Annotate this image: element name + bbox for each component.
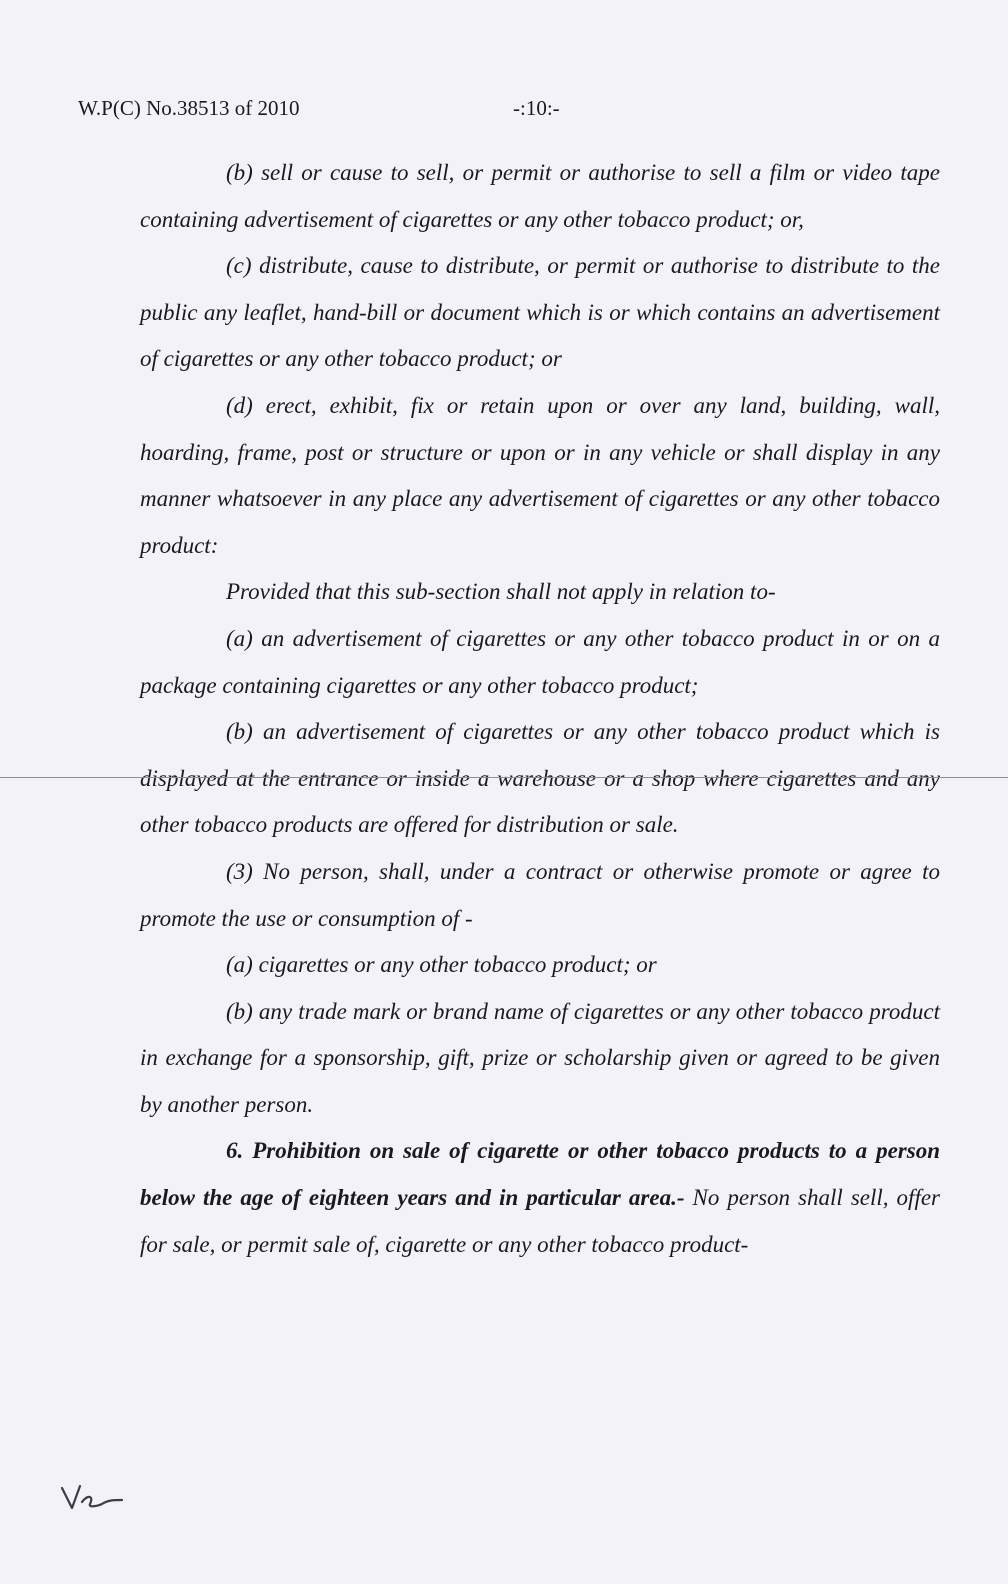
subsection-3-clause-a: (a) cigarettes or any other tobacco product; or bbox=[226, 952, 657, 978]
section-6-heading: 6. Prohibition on sale of cigarette or other tobacco products to a person below the age of eighteen years and in particular area.- bbox=[140, 1138, 940, 1211]
handwritten-initials bbox=[58, 1478, 128, 1518]
proviso-clause-b: (b) an advertisement of cigarettes or any other tobacco product which is displayed at the entrance or inside a warehouse or a shop where cigarettes and any other tobacco products are offered for distribution or sale. bbox=[140, 719, 940, 838]
proviso: Provided that this sub-section shall not apply in relation to- bbox=[226, 579, 776, 605]
page-number: -:10:- bbox=[513, 96, 560, 120]
clause-c-distribute: (c) distribute, cause to distribute, or permit or authorise to distribute to the public any leaflet, hand-bill or document which is or which contains an advertisement of cigarettes or any other tobacco product; or bbox=[140, 253, 940, 372]
clause-b-sell-film: (b) sell or cause to sell, or permit or authorise to sell a film or video tape containing advertisement of cigarettes or any other tobacco product; or, bbox=[140, 160, 940, 232]
section-6 bbox=[140, 1128, 940, 1268]
case-number: W.P(C) No.38513 of 2010 bbox=[78, 96, 300, 120]
subsection-3: (3) No person, shall, under a contract or otherwise promote or agree to promote the use or consumption of - bbox=[140, 858, 940, 931]
clause-d-erect-exhibit: (d) erect, exhibit, fix or retain upon or over any land, building, wall, hoarding, frame, post or structure or upon or in any vehicle or shall display in any manner whatsoever in any place any advertisement of cigarettes or any other tobacco product: bbox=[140, 392, 940, 558]
document-body bbox=[140, 150, 940, 1268]
subsection-3-clause-b: (b) any trade mark or brand name of cigarettes or any other tobacco product in exchange for a sponsorship, gift, prize or scholarship given or agreed to be given by another person. bbox=[140, 998, 940, 1117]
scan-fold-line bbox=[0, 777, 1008, 778]
proviso-clause-a: (a) an advertisement of cigarettes or any other tobacco product in or on a package containing cigarettes or any other tobacco product; bbox=[140, 625, 940, 698]
section-6-text: No person shall sell, offer for sale, or permit sale of, cigarette or any other tobacco product- bbox=[140, 1185, 940, 1257]
